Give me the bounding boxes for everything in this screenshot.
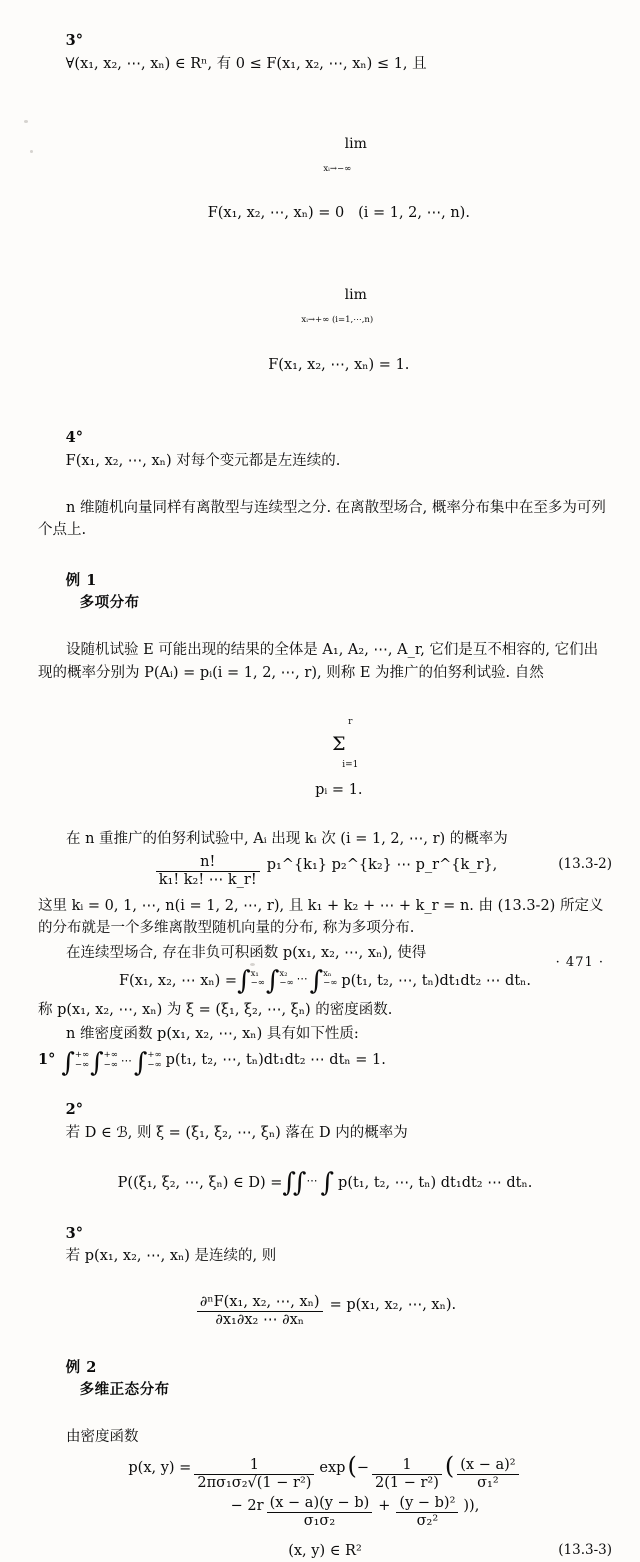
density-property-3 [38, 1200, 612, 1290]
normal-term2-numerator: (x − a)(y − b) [267, 1495, 373, 1513]
property-4-line [38, 405, 612, 495]
multinomial-equation-row [38, 854, 612, 888]
density-property-2-text: 若 D ∈ ℬ, 则 ξ = (ξ₁, ξ₂, ⋯, ξₙ) 落在 D 内的概率为 [65, 1124, 408, 1141]
integral-ellipsis: ⋯ [296, 972, 308, 986]
sigma-icon: Σ [332, 732, 346, 755]
limit-equation-2 [38, 251, 612, 398]
example-1-heading [38, 548, 612, 638]
double-integral-icon: ∫∫ [282, 1167, 304, 1198]
integral-limits-inf-2: +∞ −∞ [103, 1050, 118, 1070]
example-1-title: 多项分布 [79, 594, 140, 612]
limit-operator-2 [301, 274, 373, 354]
integral-limits-1: x₁ −∞ [250, 969, 265, 989]
density-property-3-text: 若 p(x₁, x₂, ⋯, xₙ) 是连续的, 则 [65, 1248, 277, 1265]
summation-operator [319, 709, 358, 779]
integral-icon: ∫ [237, 966, 251, 997]
sum-upper-limit: r [348, 716, 353, 727]
open-paren: ( [347, 1451, 357, 1480]
density-property-3-equation [38, 1294, 612, 1328]
lim-symbol: lim [344, 135, 367, 152]
normal-term2-coefficient: − 2r [230, 1498, 264, 1515]
example-1-paragraph-1: 设随机试验 E 可能出现的结果的全体是 A₁, A₂, ⋯, A_r, 它们是互不相容的, 它们出现的概率分别为 P(Aᵢ) = pᵢ(i = 1, 2, ⋯, r), 则称 E 为推广的伯努利试验. 自然 [38, 642, 599, 681]
normal-prefactor-fraction [194, 1457, 314, 1491]
integral-icon: ∫ [265, 966, 280, 997]
integral-limits-n: xₙ −∞ [323, 969, 338, 989]
integral-limits-2: x₂ −∞ [279, 969, 294, 989]
normal-prefactor-denominator: 2πσ₁σ₂√(1 − r²) [197, 1474, 312, 1491]
multinomial-numerator: n! [156, 854, 260, 872]
probability-lhs: P((ξ₁, ξ₂, ⋯, ξₙ) ∈ D) = [117, 1174, 283, 1191]
sum-body: pᵢ = 1. [315, 781, 363, 798]
density-property-2-equation [38, 1167, 612, 1198]
density-property-1-body: p(t₁, t₂, ⋯, tₙ)dt₁dt₂ ⋯ dtₙ = 1. [165, 1052, 386, 1069]
density-property-1-marker: 1° [38, 1051, 56, 1069]
normal-domain-line [38, 1540, 612, 1562]
paragraph-discrete-continuous: n 维随机向量同样有离散型与连续型之分. 在离散型场合, 概率分布集中在至多为可列个点上. [38, 499, 606, 539]
normal-term2-fraction [267, 1495, 373, 1529]
example-1-label: 例 1 [65, 571, 97, 589]
normal-density-equation-line-1 [38, 1451, 612, 1491]
paragraph-density-naming: 称 p(x₁, x₂, ⋯, xₙ) 为 ξ = (ξ₁, ξ₂, ⋯, ξₙ) 的密度函数. [38, 1001, 393, 1018]
example-2-title: 多维正态分布 [79, 1381, 170, 1399]
multinomial-denominator: k₁! k₂! ⋯ k_r! [158, 872, 257, 888]
limit-equation-2-body: F(x₁, x₂, ⋯, xₙ) = 1. [268, 356, 410, 373]
equation-number-13-3-3: (13.3-3) [558, 1541, 612, 1558]
multinomial-tail: p₁^{k₁} p₂^{k₂} ⋯ p_r^{k_r}, [266, 857, 498, 874]
lim-symbol: lim [344, 287, 367, 304]
page-number: · 471 · [555, 955, 604, 970]
normal-plus-sign: + [378, 1498, 391, 1515]
example-2-label: 例 2 [65, 1358, 97, 1376]
paragraph-multinomial-notes: 这里 kᵢ = 0, 1, ⋯, n(i = 1, 2, ⋯, r), 且 k₁ + k₂ + ⋯ + k_r = n. 由 (13.3-2) 所定义的分布就是一个多维离散型随机向量的分布, 称为多项分布. [38, 897, 604, 937]
integral-icon: ∫ [309, 966, 324, 997]
partial-derivative-denominator: ∂x₁∂x₂ ⋯ ∂xₙ [215, 1311, 305, 1328]
partial-derivative-tail: = p(x₁, x₂, ⋯, xₙ). [329, 1297, 457, 1314]
density-property-1 [38, 1047, 612, 1078]
integral-ellipsis: ⋯ [120, 1054, 132, 1068]
density-property-2-marker: 2° [65, 1101, 83, 1119]
equation-number-13-3-2: (13.3-2) [558, 856, 612, 873]
normal-term1-numerator: (x − a)² [457, 1457, 518, 1475]
normal-inner-denominator: 2(1 − r²) [375, 1474, 439, 1491]
cdf-rhs: p(t₁, t₂, ⋯, tₙ)dt₁dt₂ ⋯ dtₙ. [341, 973, 532, 990]
normal-density-lhs: p(x, y) = [128, 1459, 192, 1476]
normal-term2-denominator: σ₁σ₂ [303, 1512, 336, 1529]
partial-derivative-fraction [197, 1294, 323, 1328]
sum-lower-limit: i=1 [342, 759, 359, 770]
example-2-paragraph-1: 由密度函数 [66, 1429, 139, 1446]
integral-limits-inf-1: +∞ −∞ [74, 1050, 90, 1070]
integral-limits-inf-n: +∞ −∞ [147, 1050, 162, 1070]
normal-term3-numerator: (y − b)² [396, 1495, 458, 1513]
normal-term1-denominator: σ₁² [477, 1474, 499, 1491]
normal-inner-numerator: 1 [372, 1457, 442, 1475]
density-property-2 [38, 1077, 612, 1167]
scan-artifact [24, 120, 28, 123]
integral-icon: ∫ [61, 1047, 75, 1078]
normal-prefactor-numerator: 1 [194, 1457, 314, 1475]
normal-minus-sign: − [356, 1459, 369, 1476]
scan-artifact [30, 150, 33, 153]
integral-icon: ∫ [90, 1047, 104, 1078]
cdf-lhs: F(x₁, x₂, ⋯ xₙ) = [118, 973, 238, 990]
normal-term1-fraction [457, 1457, 518, 1491]
scan-artifact [250, 963, 255, 966]
multinomial-fraction [156, 854, 260, 888]
probability-rhs: p(t₁, t₂, ⋯, tₙ) dt₁dt₂ ⋯ dtₙ. [338, 1174, 533, 1191]
page-content [38, 8, 612, 1562]
open-paren-2: ( [444, 1451, 455, 1480]
limit-subscript-2: xᵢ→+∞ (i=1,⋯,n) [301, 315, 374, 326]
normal-closing-parens: )), [463, 1498, 480, 1515]
property-4-marker: 4° [65, 429, 83, 447]
exp-operator: exp [319, 1459, 346, 1476]
property-3-line [38, 8, 612, 98]
normal-density-equation-line-2 [38, 1495, 612, 1529]
paragraph-density-properties: n 维密度函数 p(x₁, x₂, ⋯, xₙ) 具有如下性质: [66, 1026, 359, 1043]
cdf-integral-equation [38, 966, 612, 997]
normal-term3-denominator: σ₂² [416, 1512, 439, 1529]
limit-equation-1 [38, 100, 612, 247]
limit-subscript-1: xᵢ→−∞ [323, 163, 352, 174]
limit-operator-1 [308, 122, 367, 202]
paragraph-continuous-case: 在连续型场合, 存在非负可积函数 p(x₁, x₂, ⋯, xₙ), 使得 [66, 944, 427, 961]
normal-domain-text: (x, y) ∈ R² [288, 1542, 362, 1559]
example-2-heading [38, 1335, 612, 1425]
example-1-sum-equation [38, 686, 612, 824]
property-4-text: F(x₁, x₂, ⋯, xₙ) 对每个变元都是左连续的. [65, 452, 341, 469]
limit-equation-1-body: F(x₁, x₂, ⋯, xₙ) = 0 (i = 1, 2, ⋯, n). [207, 205, 470, 222]
example-1-paragraph-2: 在 n 重推广的伯努利试验中, Aᵢ 出现 kᵢ 次 (i = 1, 2, ⋯, r) 的概率为 [66, 830, 508, 847]
normal-term3-fraction [396, 1495, 458, 1529]
normal-inner-fraction [372, 1457, 442, 1491]
property-3-marker: 3° [65, 32, 83, 50]
integral-ellipsis: ⋯ [306, 1173, 318, 1187]
integral-icon: ∫ [320, 1167, 335, 1198]
partial-derivative-numerator: ∂ⁿF(x₁, x₂, ⋯, xₙ) [197, 1294, 323, 1312]
density-property-3-marker: 3° [65, 1224, 83, 1242]
integral-icon: ∫ [133, 1047, 148, 1078]
property-3-text: ∀(x₁, x₂, ⋯, xₙ) ∈ Rⁿ, 有 0 ≤ F(x₁, x₂, ⋯, xₙ) ≤ 1, 且 [65, 55, 427, 72]
